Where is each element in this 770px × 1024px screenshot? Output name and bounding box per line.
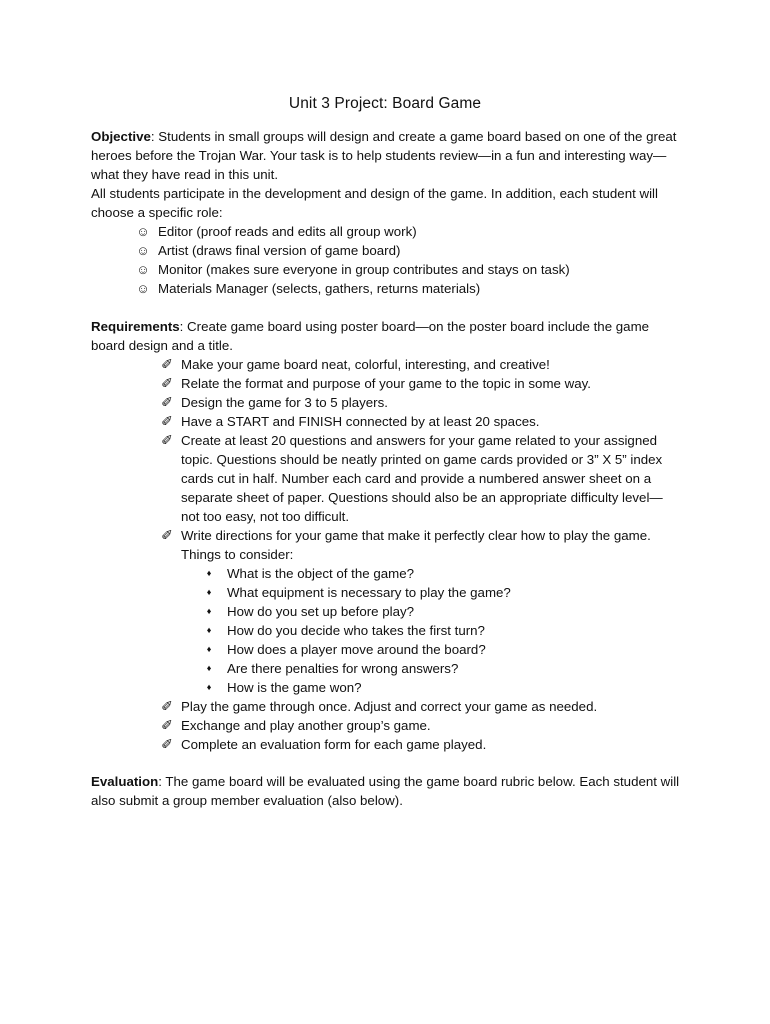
page-title: Unit 3 Project: Board Game bbox=[288, 95, 482, 112]
pencil-icon: ✐ bbox=[161, 717, 173, 733]
list-item: ♦ How do you decide who takes the first turn? bbox=[91, 621, 681, 640]
list-item: ✐ Design the game for 3 to 5 players. bbox=[91, 393, 681, 412]
list-item: ♦ How is the game won? bbox=[91, 678, 681, 697]
requirements-label: Requirements bbox=[91, 319, 180, 334]
evaluation-section bbox=[91, 772, 681, 810]
objective-paragraph bbox=[91, 127, 681, 184]
list-item: ✐ Have a START and FINISH connected by at least 20 spaces. bbox=[91, 412, 681, 431]
list-item: ✐ Play the game through once. Adjust and correct your game as needed. bbox=[91, 697, 681, 716]
pencil-icon: ✐ bbox=[161, 356, 173, 372]
list-item: ✐ Complete an evaluation form for each game played. bbox=[91, 735, 681, 754]
smiley-face-icon: ☺ bbox=[136, 262, 150, 277]
pencil-icon: ✐ bbox=[161, 527, 173, 543]
list-item: ✐ Relate the format and purpose of your game to the topic in some way. bbox=[91, 374, 681, 393]
list-item: ✐ Make your game board neat, colorful, interesting, and creative! bbox=[91, 355, 681, 374]
list-item: ☺ Monitor (makes sure everyone in group contributes and stays on task) bbox=[136, 262, 570, 277]
objective-roles-intro: All students participate in the development and design of the game. In addition, each student will choose a specific role: bbox=[91, 186, 658, 220]
list-item: ✐ Create at least 20 questions and answers for your game related to your assigned topic. Questions should be neatly printed on game cards provided or 3” X 5” index cards cut in half. Number each card and provide a numbered answer sheet on a separate sheet of paper. Questions should also be an appropriate difficulty level—not too easy, not too difficult. bbox=[91, 431, 681, 526]
diamond-bullet-icon: ♦ bbox=[206, 568, 212, 578]
evaluation-paragraph bbox=[91, 772, 681, 810]
roles-list bbox=[91, 222, 681, 298]
list-item: ♦ What equipment is necessary to play the game? bbox=[91, 583, 681, 602]
list-item: ☺ Editor (proof reads and edits all group work) bbox=[136, 224, 417, 239]
objective-text: : Students in small groups will design and create a game board based on one of the great heroes before the Trojan War. Your task is to help students review—in a fun and interesting way—what they have read in this unit. bbox=[91, 129, 677, 182]
diamond-bullet-icon: ♦ bbox=[206, 606, 212, 616]
pencil-icon: ✐ bbox=[161, 698, 173, 714]
list-item: ✐ Exchange and play another group’s game. bbox=[91, 716, 681, 735]
diamond-bullet-icon: ♦ bbox=[206, 682, 212, 692]
diamond-bullet-icon: ♦ bbox=[206, 587, 212, 597]
considerations-list bbox=[91, 564, 681, 697]
list-item: ♦ What is the object of the game? bbox=[91, 564, 681, 583]
list-item: ♦ How does a player move around the board? bbox=[91, 640, 681, 659]
objective-label: Objective bbox=[91, 129, 151, 144]
list-item: ☺ Materials Manager (selects, gathers, returns materials) bbox=[136, 281, 481, 296]
diamond-bullet-icon: ♦ bbox=[206, 663, 212, 673]
requirements-text: : Create game board using poster board—on the poster board include the game board design and a title. bbox=[91, 319, 650, 353]
diamond-bullet-icon: ♦ bbox=[206, 644, 212, 654]
pencil-icon: ✐ bbox=[161, 432, 173, 448]
requirements-section bbox=[91, 317, 681, 754]
requirements-list bbox=[91, 355, 681, 564]
evaluation-label: Evaluation bbox=[91, 774, 159, 789]
pencil-icon: ✐ bbox=[161, 375, 173, 391]
diamond-bullet-icon: ♦ bbox=[206, 625, 212, 635]
pencil-icon: ✐ bbox=[161, 736, 173, 752]
list-item: ♦ Are there penalties for wrong answers? bbox=[91, 659, 681, 678]
smiley-face-icon: ☺ bbox=[136, 243, 150, 258]
pencil-icon: ✐ bbox=[161, 394, 173, 410]
requirements-list-continued bbox=[91, 697, 681, 754]
evaluation-text: : The game board will be evaluated using the game board rubric below. Each student will also submit a group member evaluation (also below). bbox=[91, 774, 680, 808]
list-item: ♦ How do you set up before play? bbox=[91, 602, 681, 621]
objective-section bbox=[91, 127, 681, 298]
smiley-face-icon: ☺ bbox=[136, 224, 150, 239]
smiley-face-icon: ☺ bbox=[136, 281, 150, 296]
list-item: ✐ Write directions for your game that make it perfectly clear how to play the game. Things to consider: bbox=[91, 526, 681, 564]
requirements-paragraph bbox=[91, 317, 681, 355]
pencil-icon: ✐ bbox=[161, 413, 173, 429]
list-item: ☺ Artist (draws final version of game board) bbox=[136, 243, 401, 258]
